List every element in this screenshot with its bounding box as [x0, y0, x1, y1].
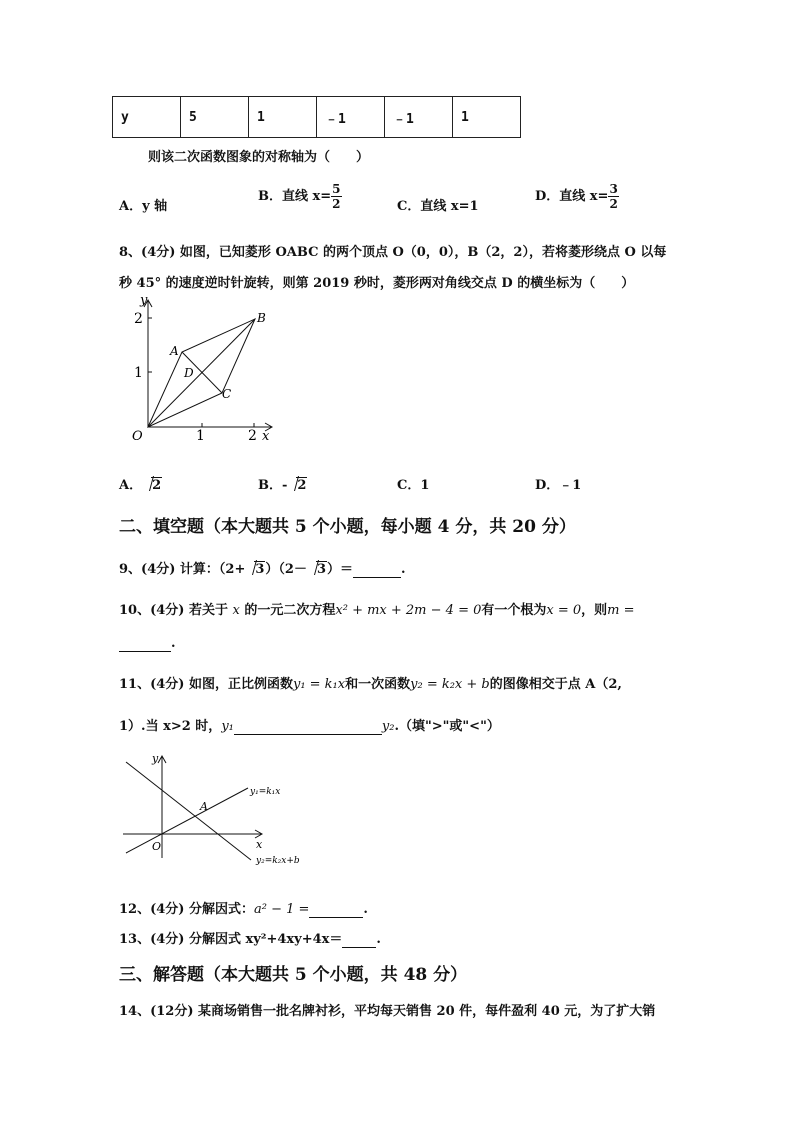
- line-label-y2: y₂=k₂x+b: [256, 856, 300, 866]
- q11-function1: y₁ = k₁x: [292, 677, 346, 692]
- table-cell: ﹣1: [317, 97, 385, 138]
- q11-text: 的图像相交于点 A（2,: [489, 677, 622, 692]
- sqrt-symbol: [307, 562, 327, 577]
- line-y2: [126, 762, 251, 860]
- table-row: [113, 97, 521, 138]
- point-label-d: D: [184, 366, 194, 380]
- q10-m: m =: [607, 603, 635, 618]
- x-axis-label: x: [256, 838, 263, 851]
- table-cell: ﹣1: [385, 97, 453, 138]
- sqrt-symbol: [142, 478, 162, 493]
- q11-function2: y₂ = k₂x + b: [410, 677, 490, 692]
- q7-option-b: [258, 183, 342, 210]
- fraction-denominator: 2: [332, 197, 341, 211]
- q10-root: x = 0: [546, 603, 582, 618]
- q12-text: .: [363, 902, 368, 917]
- point-label-b: B: [257, 311, 266, 325]
- option-label: B．-: [258, 478, 288, 493]
- q8-option-a: [119, 474, 162, 493]
- tick-label-y1: 1: [134, 365, 143, 381]
- q14: 14、(12分) 某商场销售一批名牌衬衫，平均每天销售 20 件，每件盈利 40 元，为了扩大销: [119, 1004, 656, 1019]
- table-cell: 5: [181, 97, 249, 138]
- origin-label: O: [152, 840, 162, 853]
- fraction-numerator: 5: [332, 182, 341, 196]
- option-label: D．直线 x=: [535, 189, 609, 204]
- point-label-c: C: [222, 387, 232, 401]
- answer-blank[interactable]: [119, 636, 171, 652]
- q11-line1: [119, 673, 622, 692]
- q10-text: ，则: [581, 603, 608, 618]
- q7-option-a: A．y 轴: [119, 199, 168, 214]
- answer-blank[interactable]: [234, 719, 382, 735]
- point-label-a: A: [200, 800, 208, 813]
- q7-stem: 则该二次函数图象的对称轴为（ ）: [148, 150, 370, 165]
- table-cell: 1: [249, 97, 317, 138]
- point-label-a: A: [170, 344, 179, 358]
- q12: [119, 898, 368, 918]
- q13: [119, 928, 381, 948]
- q8-option-b: [258, 474, 307, 493]
- radicand: 3: [316, 562, 326, 577]
- q11-text: 11、(4分) 如图，正比例函数: [119, 677, 293, 692]
- fraction-denominator: 2: [609, 197, 618, 211]
- q10-text: 的一元二次方程: [244, 603, 336, 618]
- q11-line2: [119, 715, 500, 735]
- tick-label-y2: 2: [134, 311, 143, 327]
- section-title-solutions: 三、解答题（本大题共 5 个小题，共 48 分）: [119, 965, 468, 985]
- tick-label-x2: 2: [248, 428, 257, 444]
- q9-text: ）（2－: [265, 562, 307, 577]
- section-title-fill-in: 二、填空题（本大题共 5 个小题，每小题 4 分，共 20 分）: [119, 517, 576, 537]
- table-cell: y: [113, 97, 181, 138]
- origin-label: O: [132, 429, 143, 444]
- fraction: [331, 183, 341, 210]
- q7-option-c: C．直线 x=1: [397, 199, 479, 214]
- diagonal-ob: [148, 319, 255, 427]
- q10-equation: x² + mx + 2m − 4 = 0: [335, 603, 482, 618]
- q11-text: 和一次函数: [345, 677, 411, 692]
- x-axis-label: x: [262, 429, 270, 444]
- table-cell: 1: [453, 97, 521, 138]
- fraction: [608, 183, 618, 210]
- q10-text: 有一个根为: [481, 603, 547, 618]
- q10: [119, 599, 635, 618]
- value-table: [112, 96, 521, 138]
- q10-text: .: [171, 636, 176, 651]
- option-label: B．直线 x=: [258, 189, 332, 204]
- q8-option-d: D．﹣1: [535, 478, 582, 493]
- line-label-y1: y₁=k₁x: [250, 787, 281, 797]
- y-axis-label: y: [140, 293, 148, 308]
- option-label: A．: [119, 478, 143, 493]
- answer-blank[interactable]: [309, 902, 363, 918]
- q9: [119, 558, 406, 578]
- sqrt-symbol: [287, 478, 307, 493]
- radicand: 2: [152, 478, 162, 493]
- q8-line1: 8、(4分) 如图，已知菱形 OABC 的两个顶点 O（0，0），B（2，2），若将菱形绕点 O 以每: [119, 245, 667, 260]
- q10-variable: x: [232, 603, 240, 618]
- rhombus-figure: [112, 290, 287, 450]
- q8-option-c: C．1: [397, 478, 430, 493]
- q8-line2: 秒 45° 的速度逆时针旋转，则第 2019 秒时，菱形两对角线交点 D 的横坐标为（ ）: [119, 276, 635, 291]
- radicand: 3: [255, 562, 265, 577]
- answer-blank[interactable]: [353, 562, 401, 578]
- q9-text: 9、(4分) 计算：（2+: [119, 562, 246, 577]
- q7-option-d: [535, 183, 619, 210]
- q10-text: 10、(4分) 若关于: [119, 603, 228, 618]
- fraction-numerator: 3: [609, 182, 618, 196]
- q12-text: 12、(4分) 分解因式：: [119, 902, 254, 917]
- q13-text: .: [376, 932, 381, 947]
- linear-functions-figure: [118, 748, 318, 870]
- q11-text: .（填">"或"<"）: [394, 719, 500, 734]
- q12-expression: a² − 1 =: [253, 902, 310, 917]
- q9-text: .: [401, 562, 406, 577]
- y-axis-label: y: [152, 752, 159, 765]
- answer-blank[interactable]: [342, 932, 376, 948]
- q11-text: 1）.当 x>2 时，: [119, 719, 222, 734]
- q9-text: ）＝: [327, 562, 354, 577]
- q11-y1: y₁: [221, 719, 234, 734]
- q10-answer-line: [119, 636, 176, 652]
- sqrt-symbol: [245, 562, 265, 577]
- tick-label-x1: 1: [196, 428, 205, 444]
- radicand: 2: [297, 478, 307, 493]
- q11-y2: y₂: [381, 719, 395, 734]
- q13-text: 13、(4分) 分解因式 xy²+4xy+4x＝: [119, 932, 343, 947]
